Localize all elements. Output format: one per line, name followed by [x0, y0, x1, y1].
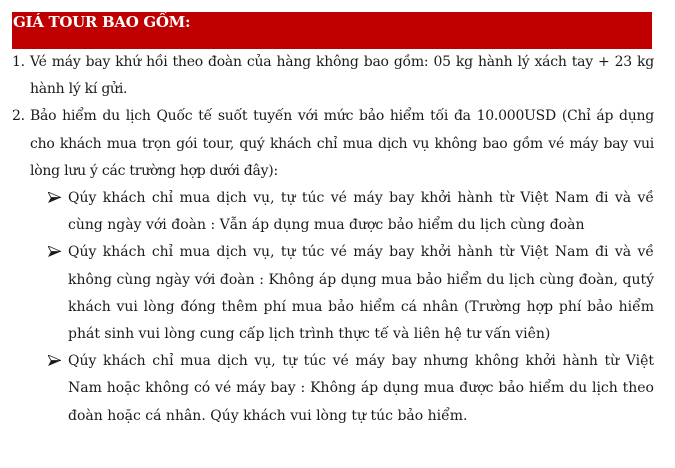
arrow-bullet-icon — [48, 348, 61, 375]
arrow-bullet-icon — [48, 185, 61, 212]
item-text: Bảo hiểm du lịch Quốc tế suốt tuyến với mức bảo hiểm tối đa 10.000USD (Chỉ áp dụng cho khách mua trọn gói tour, quý khách chỉ mua dịch vụ không bao gồm vé máy bay vui lòng lưu ý các trường hợp dưới đây): — [30, 108, 654, 179]
case-text: Qúy khách chỉ mua dịch vụ, tự túc vé máy bay khởi hành từ Việt Nam đi và về cùng ngày với đoàn : Vẫn áp dụng mua được bảo hiểm du lịch cùng đoàn — [68, 190, 654, 234]
item-number: 2. — [12, 108, 25, 125]
section-header-banner — [12, 12, 652, 49]
list-item-airfare — [12, 49, 654, 103]
case-text: Qúy khách chỉ mua dịch vụ, tự túc vé máy bay nhưng không khởi hành từ Việt Nam hoặc không có vé máy bay : Không áp dụng mua được bảo hiểm du lịch theo đoàn hoặc cá nhân. Qúy khách vui lòng tự túc bảo hiểm. — [68, 353, 654, 424]
list-item-case-different-day — [12, 239, 654, 348]
included-items-list — [12, 49, 654, 430]
item-text: Vé máy bay khứ hồi theo đoàn của hàng không bao gồm: 05 kg hành lý xách tay + 23 kg hành lý kí gửi. — [30, 54, 654, 98]
case-text: Qúy khách chỉ mua dịch vụ, tự túc vé máy bay khởi hành từ Việt Nam đi và về không cùng ngày với đoàn : Không áp dụng mua bảo hiểm du lịch cùng đoàn, qutý khách vui lòng đóng thêm phí mua bảo hiểm cá nhân (Trường hợp phí bảo hiểm phát sinh vui lòng cung cấp lịch trình thực tế và liên hệ tư vấn viên) — [68, 244, 654, 343]
list-item-insurance — [12, 103, 654, 185]
insurance-cases-list — [12, 185, 654, 430]
item-number: 1. — [12, 54, 25, 70]
section-title: GIÁ TOUR BAO GỒM: — [13, 13, 191, 31]
arrow-bullet-icon — [48, 239, 61, 266]
list-item-case-same-day — [12, 185, 654, 239]
list-item-case-not-from-vietnam — [12, 348, 654, 430]
